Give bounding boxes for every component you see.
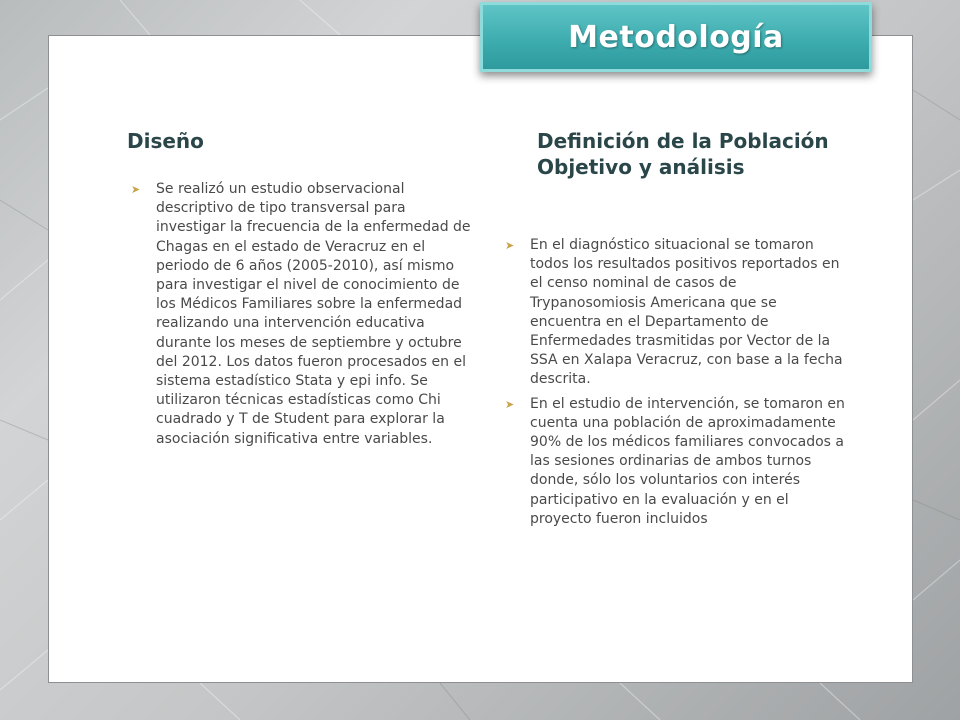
bullet-text: En el diagnóstico situacional se tomaron todos los resultados positivos reportados en el censo nominal de casos de Trypanosomiosis Americana que se encuentra en el Departamento de Enfermedades trasmitidas por Vector de la SSA en Xalapa Veracruz, con base a la fecha descrita. bbox=[530, 237, 843, 388]
list-item bbox=[505, 395, 845, 529]
chevron-right-icon: ➤ bbox=[505, 239, 515, 252]
left-column-heading: Diseño bbox=[127, 129, 204, 153]
title-banner bbox=[480, 2, 872, 72]
slide-title: Metodología bbox=[568, 19, 784, 55]
chevron-right-icon: ➤ bbox=[505, 397, 515, 411]
right-bullet-list bbox=[505, 236, 845, 534]
list-item bbox=[131, 180, 471, 449]
bullet-text: En el estudio de intervención, se tomaron en cuenta una población de aproximadamente 90% de los médicos familiares convocados a las sesiones ordinarias de ambos turnos donde, sólo los voluntarios con interés participativo en la evaluación y en el proyecto fueron incluidos bbox=[530, 395, 845, 527]
left-bullet-list bbox=[131, 180, 471, 454]
chevron-right-icon: ➤ bbox=[131, 183, 141, 196]
bullet-text: Se realizó un estudio observacional descriptivo de tipo transversal para investigar la frecuencia de la enfermedad de Chagas en el estado de Veracruz en el periodo de 6 años (2005-2010), así mismo para investigar el nivel de conocimiento de los Médicos Familiares sobre la enfermedad realizando una intervención educativa durante los meses de septiembre y octubre del 2012. Los datos fueron procesados en el sistema estadístico Stata y epi info. Se utilizaron técnicas estadísticas como Chi cuadrado y T de Student para explorar la asociación significativa entre variables. bbox=[156, 181, 471, 447]
right-column-heading: Definición de la Población Objetivo y análisis bbox=[537, 129, 829, 179]
list-item bbox=[505, 236, 845, 390]
